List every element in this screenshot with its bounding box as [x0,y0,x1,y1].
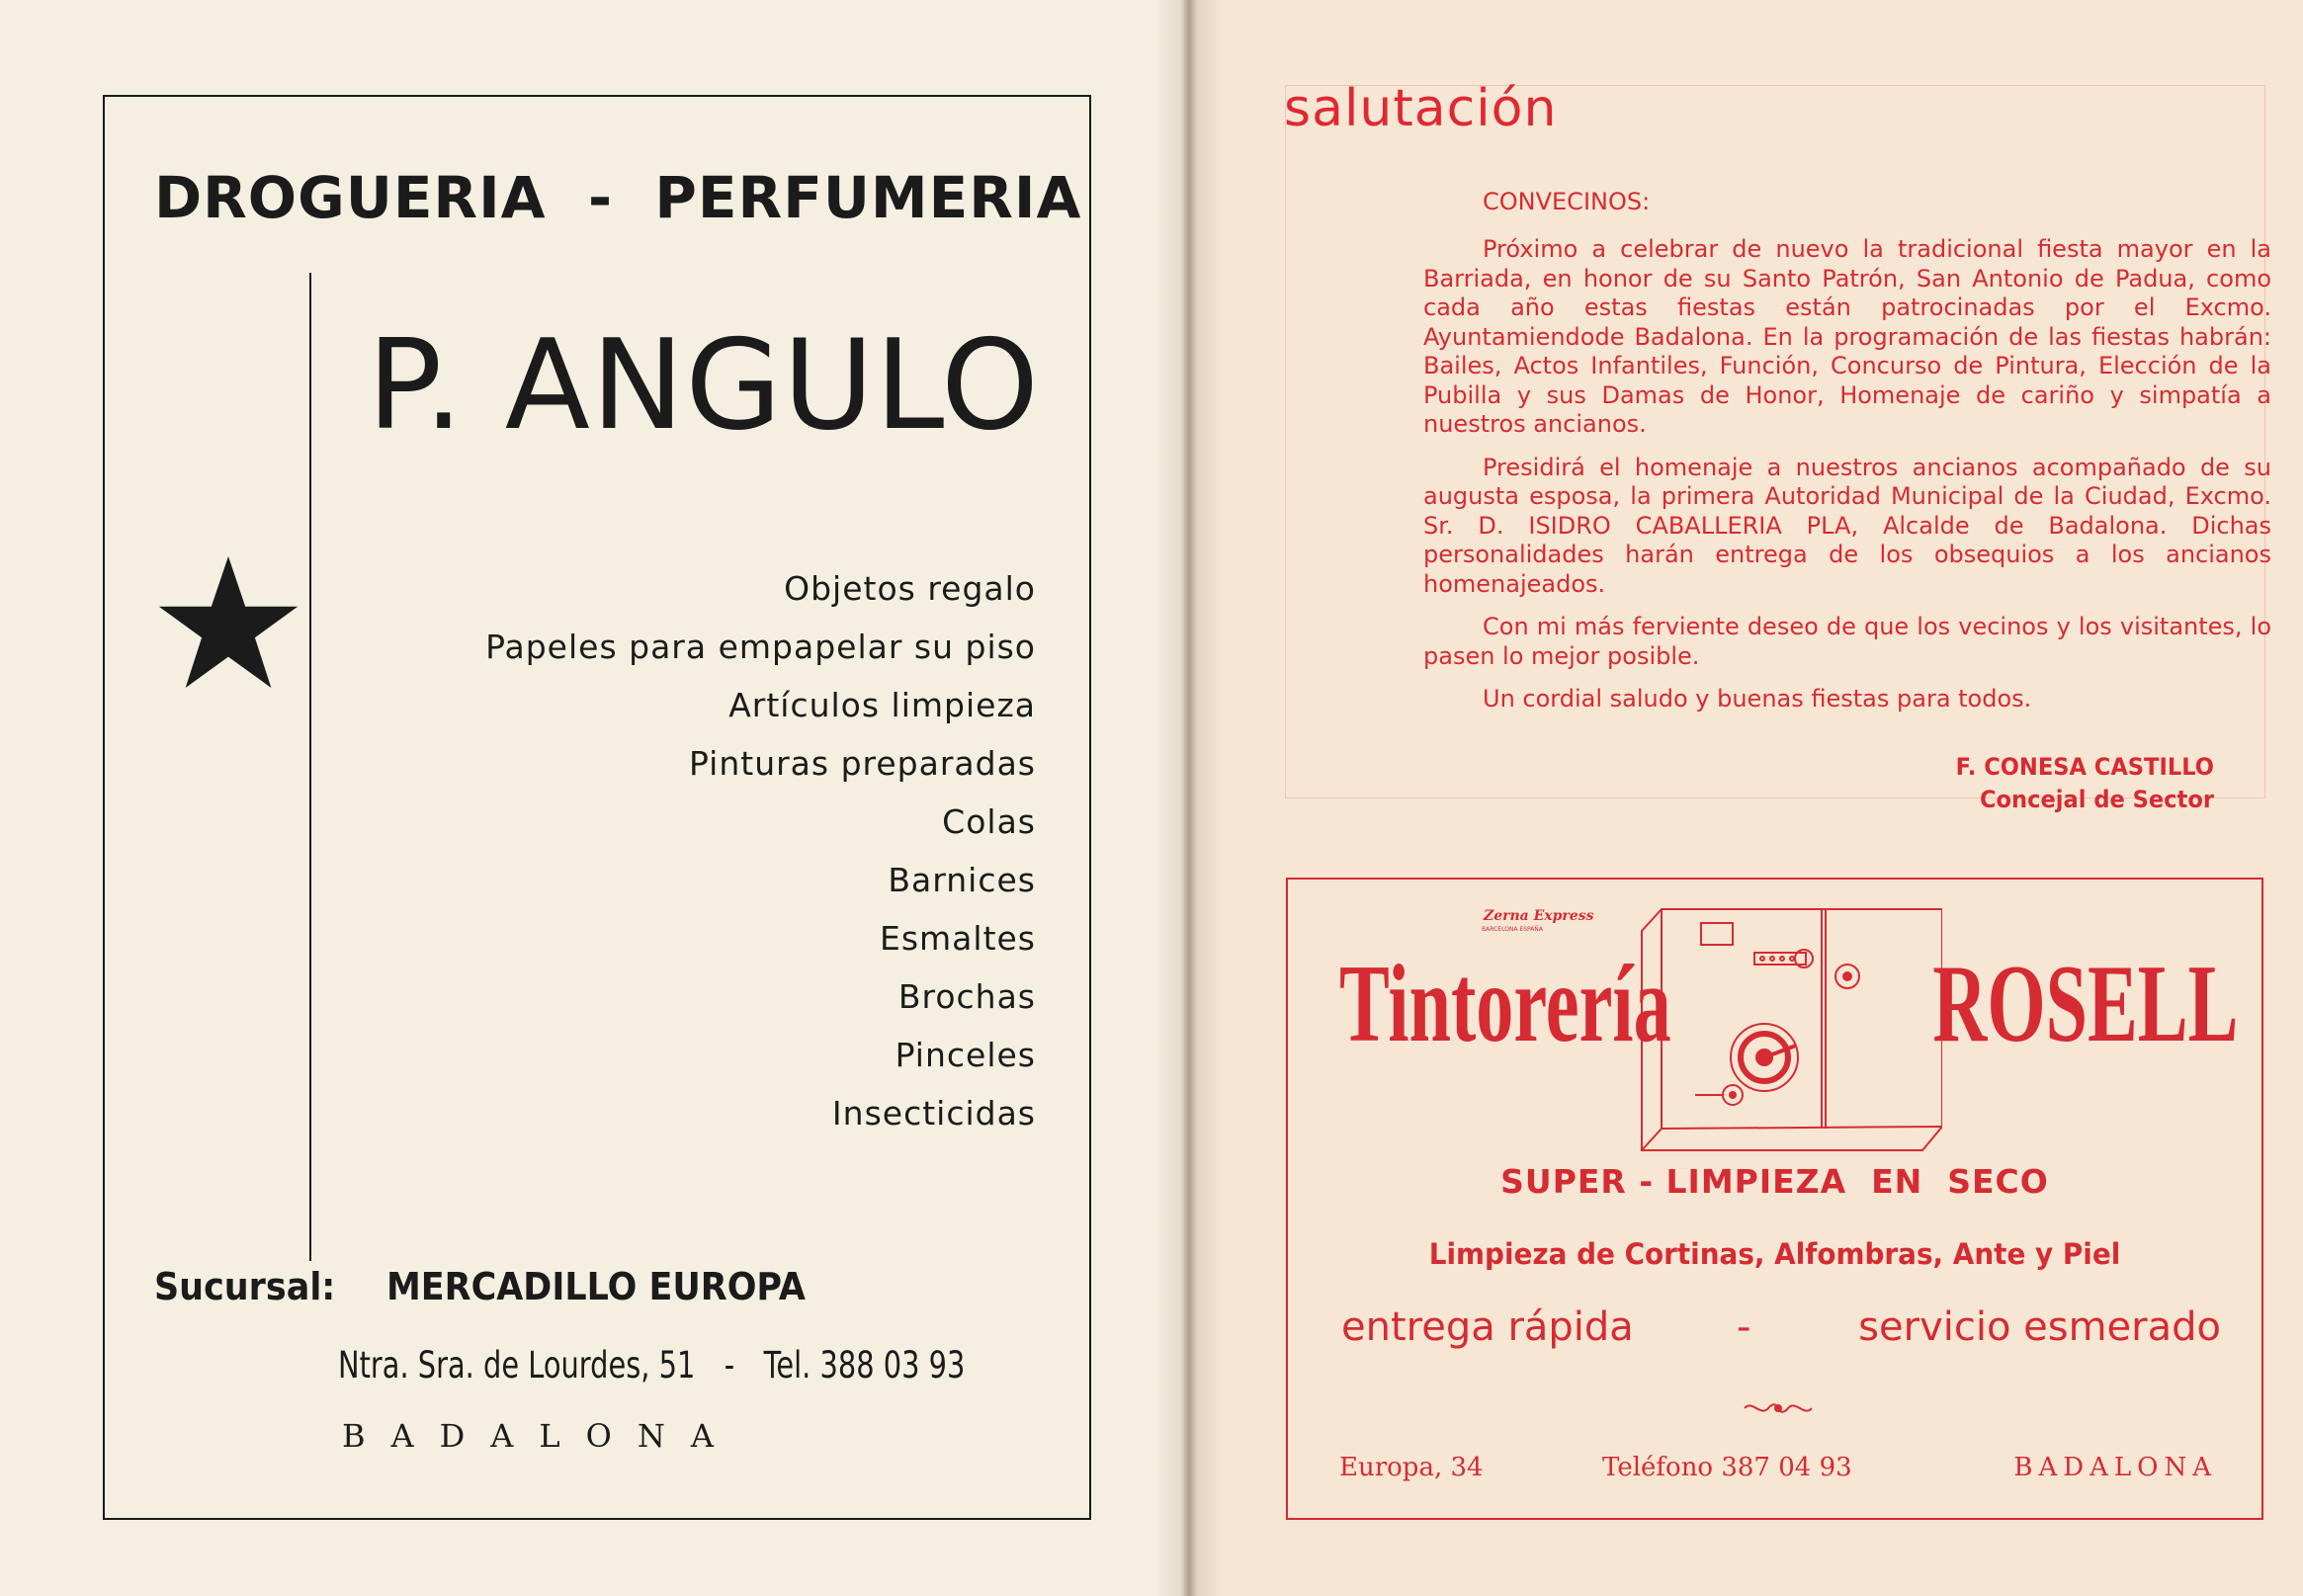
machine-subtitle: BARCELONA ESPAÑA [1482,926,1543,933]
tintoreria-advert [1286,878,2263,1520]
dry-cleaning-machine-icon [1640,907,1942,1152]
product-item: Pinceles [895,1036,1036,1074]
product-item: Colas [942,802,1036,841]
branch-name: MERCADILLO EUROPA [386,1265,807,1308]
delivery-text: entrega rápida [1341,1304,1634,1350]
product-item: Insecticidas [831,1094,1036,1133]
letter-paragraph: Con mi más ferviente deseo de que los vecinos y los visitantes, lo pasen lo mejor posible. [1423,613,2271,670]
signer-title: Concejal de Sector [1980,786,2214,813]
advert-header: DROGUERIA - PERFUMERIA [154,164,1082,231]
product-list [485,559,1036,1142]
service-text: servicio esmerado [1858,1304,2221,1350]
product-item: Esmaltes [879,919,1036,958]
greeting-line: CONVECINOS: [1483,188,1651,215]
machine-brand: Zerna Express [1484,908,1594,924]
product-item: Artículos limpieza [728,686,1036,724]
flourish-ornament-icon [1743,1395,1814,1421]
cleaner-city: BADALONA [2013,1453,2217,1482]
shop-name: P. ANGULO [367,312,1040,458]
letter-paragraph: Presidirá el homenaje a nuestros ancianos acompañado de su augusta esposa, la primera Autoridad Municipal de la Ciudad, Excmo. Sr. D. ISIDRO CABALLERIA PLA, Alcalde de Badalona. Dichas personalidades harán entrega de los obsequios a los ancianos homenajeados. [1423,453,2271,598]
product-item: Pinturas preparadas [689,744,1036,783]
cleaner-phone: Teléfono 387 04 93 [1602,1453,1852,1482]
brand-word-left: Tintorería [1339,943,1671,1065]
letter-paragraph: Próximo a celebrar de nuevo la tradicional fiesta mayor en la Barriada, en honor de su Santo Patrón, San Antonio de Padua, como cada año estas fiestas están patrocinadas por el Excmo. Ayuntamiendode Badalona. En la programación de las fiestas habrán: Bailes, Actos Infantiles, Función, Concurso de Pintura, Elección de la Pubilla y sus Damas de Honor, Homenaje de cariño y simpatía a nuestros ancianos. [1423,235,2271,438]
shop-city: BADALONA [342,1417,739,1455]
shop-address: Ntra. Sra. de Lourdes, 51 [338,1344,696,1386]
star-icon [154,553,302,694]
advert-divider-line [309,273,311,1261]
shop-phone: Tel. 388 03 93 [763,1344,966,1386]
product-item: Objetos regalo [784,569,1036,608]
greeting-letter [1423,235,2271,728]
branch-row [154,1265,842,1308]
delivery-separator: - [1737,1304,1751,1350]
product-item: Barnices [888,861,1036,899]
address-row [338,1344,965,1386]
brand-word-right: ROSELL [1932,943,2238,1065]
letter-paragraph: Un cordial saludo y buenas fiestas para todos. [1483,685,2032,713]
address-separator: - [724,1344,735,1386]
drogueria-advert [103,95,1091,1520]
product-item: Brochas [897,977,1036,1016]
cleaner-address: Europa, 34 [1339,1453,1484,1482]
product-item: Papeles para empapelar su piso [485,628,1036,666]
page-fold [1154,0,1224,1596]
signature-block [1939,751,2214,816]
signer-name: F. CONESA CASTILLO [1955,753,2214,781]
advert-tagline: SUPER - LIMPIEZA EN SECO [1500,1162,2049,1201]
branch-label: Sucursal: [154,1265,336,1308]
services-line: Limpieza de Cortinas, Alfombras, Ante y Piel [1428,1237,2121,1271]
salutation-title: salutación [1284,79,1558,138]
